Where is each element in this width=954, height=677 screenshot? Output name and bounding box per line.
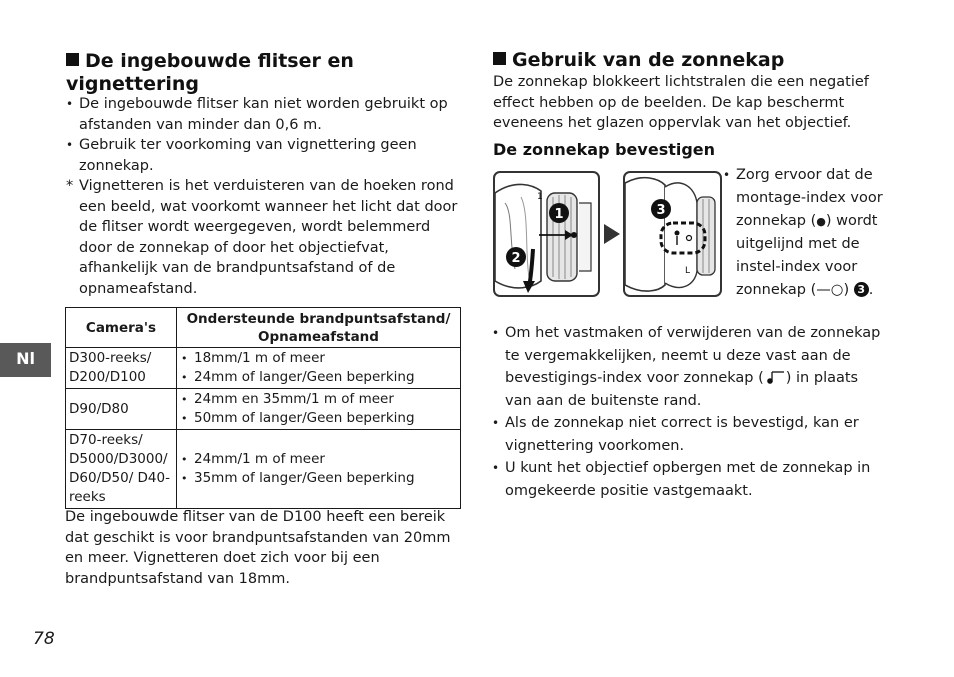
language-tab: Nl (0, 343, 51, 377)
note-text: . (868, 281, 874, 298)
camera-table (65, 307, 461, 509)
table-header-row (66, 308, 461, 348)
table-row (66, 389, 461, 430)
svg-text:1: 1 (537, 192, 543, 202)
table-header-focal: Ondersteunde brandpuntsafstand/ Opnameafstand (177, 308, 461, 348)
after-table-text: De ingebouwde flitser van de D100 heeft een bereik dat geschikt is voor brandpuntsafstanden van 20mm en meer. Vignetteren doet zich voor bij een brandpuntsafstand van 18mm. (65, 509, 451, 587)
mount-index-dot-icon: ● (816, 214, 826, 228)
svg-text:L: L (685, 266, 691, 276)
flash-bullets (66, 94, 458, 176)
list-item: • 24mm en 35mm/1 m of meer (181, 390, 456, 409)
lens-hood-illustration (495, 173, 598, 295)
list-item: • 50mm of langer/Geen beperking (181, 409, 456, 428)
list-item: • 18mm/1 m of meer (181, 349, 456, 368)
step-marker-3-inline: 3 (854, 282, 869, 297)
hood-index-icon (764, 369, 786, 383)
note-text: Zorg ervoor dat de montage-index voor zonnekap ( (736, 167, 883, 229)
step-marker-2: 2 (511, 251, 521, 266)
page-number: 78 (33, 629, 55, 649)
table-cell-values (177, 348, 461, 389)
note-asterisk: * (66, 178, 74, 194)
heading-square-icon (493, 52, 506, 65)
heading-text: Gebruik van de zonnekap (512, 49, 785, 71)
list-item: • U kunt het objectief opbergen met de zonnekap in omgekeerde positie vastgemaakt. (492, 457, 888, 502)
vignetting-note (66, 176, 460, 299)
section-heading-hood (493, 49, 893, 72)
list-item: • 35mm of langer/Geen beperking (181, 469, 456, 488)
note-text: ) wordt uitgelijnd met de instel-index voor zonnekap ( (736, 212, 878, 298)
table-row (66, 348, 461, 389)
list-item: • Gebruik ter voorkoming van vignettering geen zonnekap. (66, 135, 458, 176)
figure-note (723, 164, 883, 302)
list-item: • 24mm of langer/Geen beperking (181, 368, 456, 387)
table-cell-camera: D70-reeks/ D5000/D3000/ D60/D50/ D40-reeks (66, 430, 177, 509)
list-item (492, 322, 888, 412)
heading-text: De ingebouwde flitser en vignettering (66, 50, 354, 95)
arrow-right-icon (604, 224, 620, 244)
note-text: Vignetteren is het verduisteren van de hoeken rond een beeld, wat voorkomt wanneer het licht dat door de flitser wordt weergegeven, wordt belemmerd door de zonnekap of door het objectiefvat, afhankelijk van de brandpuntsafstand of de opnameafstand. (79, 178, 458, 297)
table-header-camera: Camera's (66, 308, 177, 348)
list-item: • De ingebouwde flitser kan niet worden gebruikt op afstanden van minder dan 0,6 m. (66, 94, 458, 135)
step-marker-3: 3 (656, 203, 666, 218)
table-cell-values (177, 430, 461, 509)
heading-square-icon (66, 53, 79, 66)
figure-attach-step-1-2 (493, 171, 600, 297)
lens-hood-aligned-illustration (625, 173, 720, 295)
bullet-text: Om het vastmaken of verwijderen van de zonnekap te vergemakkelijken, neemt u deze vast aan de bevestigings-index voor zonnekap ( (505, 325, 881, 386)
hood-intro: De zonnekap blokkeert lichtstralen die een negatief effect hebben op de beelden. De kap beschermt eveneens het glazen oppervlak van het objectief. (493, 74, 869, 131)
subheading-attach: De zonnekap bevestigen (493, 140, 716, 159)
section-heading-flash (66, 50, 456, 96)
figure-attach-step-3 (623, 171, 722, 297)
table-cell-camera: D90/D80 (66, 389, 177, 430)
hood-bullets (492, 322, 888, 502)
table-cell-camera: D300-reeks/ D200/D100 (66, 348, 177, 389)
bullet-dot: • (723, 168, 731, 182)
table-row (66, 430, 461, 509)
step-marker-1: 1 (554, 207, 564, 222)
table-cell-values (177, 389, 461, 430)
bullet-text: ) in plaats van aan de buitenste rand. (505, 370, 859, 409)
list-item: • 24mm/1 m of meer (181, 450, 456, 469)
setting-index-line-icon: —○ (816, 281, 844, 298)
note-text: ) (843, 281, 850, 298)
list-item: • Als de zonnekap niet correct is bevestigd, kan er vignettering voorkomen. (492, 412, 888, 457)
